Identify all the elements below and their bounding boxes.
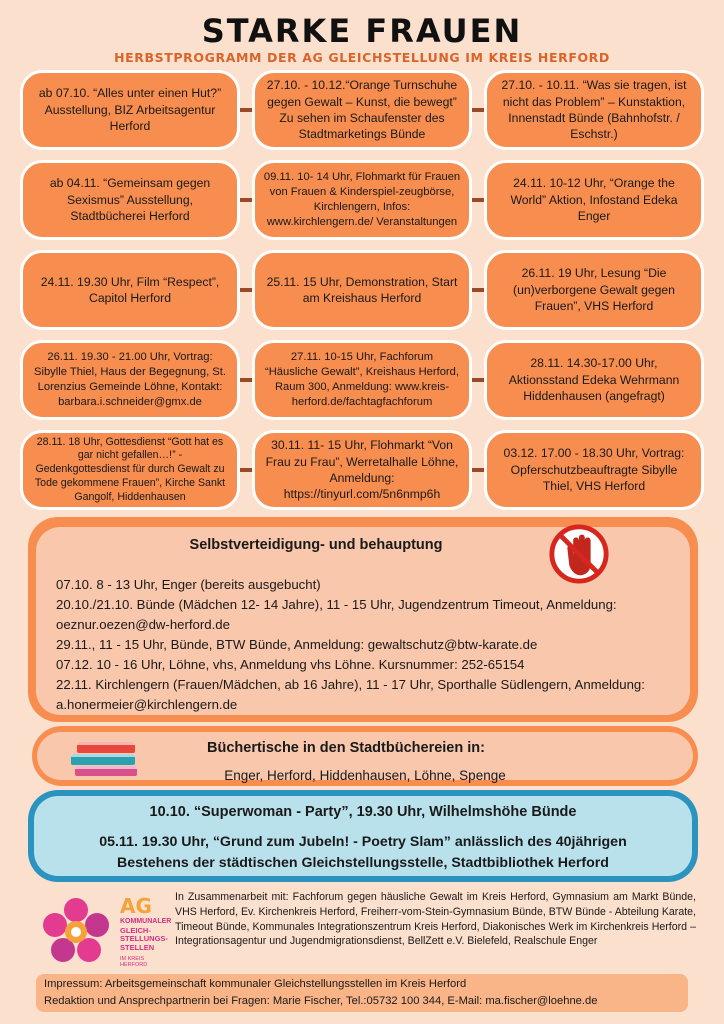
event-box: 28.11. 18 Uhr, Gottesdienst “Gott hat es gar nicht gefallen…!” - Gedenkgottesdienst für durch Gewalt zu Tode gekommene Frauen”, Kirche Sankt Gangolf, Hiddenhausen [20, 430, 240, 510]
event-box: 26.11. 19.30 - 21.00 Uhr, Vortrag: Sibylle Thiel, Haus der Begegnung, St. Lorenzius Gemeinde Löhne, Kontakt: barbara.i.schneider@gmx.de [20, 340, 240, 420]
event-box: 03.12. 17.00 - 18.30 Uhr, Vortrag: Opferschutzbeauftragte Sibylle Thiel, VHS Herford [484, 430, 704, 510]
cooperation-text: In Zusammenarbeit mit: Fachforum gegen häusliche Gewalt im Kreis Herford, Gymnasium am Markt Bünde, VHS Herford, Ev. Kirchenkreis Herford, Freiherr-vom-Stein-Gymnasium Bünde, BTW Bünde - Abteilung Karate, Timeout Bünde, Kommunales Integrationszentrum Kreis Herford, Diakonisches Werk im Kirchenkreis Herford – Integrationsagentur und Jugendmigrationsdienst, BellZett e.V. Bielefeld, Realschule Enger [175, 891, 696, 948]
self-defense-item: 22.11. Kirchlengern (Frauen/Mädchen, ab 16 Jahre), 11 - 17 Uhr, Sporthalle Südlengern, Anmeldung: a.honermeier@kirchlengern.de [56, 677, 645, 713]
logo-gleichstellungsstellen: GLEICH-STELLUNGS-STELLEN [120, 926, 168, 952]
book-tables-inner [37, 732, 693, 783]
event-box: 30.11. 11- 15 Uhr, Flohmarkt “Von Frau zu Frau”, Werretalhalle Löhne, Anmeldung: https://tinyurl.com/5n6nmp6h [252, 430, 472, 510]
event-box: 28.11. 14.30-17.00 Uhr, Aktionsstand Edeka Wehrmann Hiddenhausen (angefragt) [484, 340, 704, 420]
self-defense-item: 20.10./21.10. Bünde (Mädchen 12- 14 Jahre), 11 - 15 Uhr, Jugendzentrum Timeout, Anmeldung: oeznur.oezen@dw-herford.de [56, 597, 617, 633]
impressum [36, 974, 688, 1012]
self-defense-item: 07.10. 8 - 13 Uhr, Enger (bereits ausgebucht) [56, 577, 321, 592]
event-box: ab 04.11. “Gemeinsam gegen Sexismus” Ausstellung, Stadtbücherei Herford [20, 160, 240, 240]
events-highlight-panel [28, 790, 698, 882]
event-box: 24.11. 19.30 Uhr, Film “Respect”, Capitol Herford [20, 250, 240, 330]
poetry-slam-line: 05.11. 19.30 Uhr, “Grund zum Jubeln! - Poetry Slam” anlässlich des 40jährigen [99, 834, 627, 850]
self-defense-panel [28, 517, 698, 722]
event-box: 24.11. 10-12 Uhr, “Orange the World” Aktion, Infostand Edeka Enger [484, 160, 704, 240]
book-tables-locations: Enger, Herford, Hiddenhausen, Löhne, Spenge [224, 768, 506, 783]
event-box: 09.11. 10- 14 Uhr, Flohmarkt für Frauen von Frauen & Kinderspiel-zeugbörse, Kirchlengern, Infos: www.kirchlengern.de/ Veranstaltungen [252, 160, 472, 240]
self-defense-title: Selbstverteidigung- und behauptung [189, 537, 443, 553]
impressum-contact-line: Redaktion und Ansprechpartnerin bei Fragen: Marie Fischer, Tel.:05732 100 344, E-Mail: ma.fischer@loehne.de [44, 994, 598, 1007]
logo-ag: AG [120, 894, 152, 918]
events-highlight-inner [34, 796, 692, 876]
event-box: 25.11. 15 Uhr, Demonstration, Start am Kreishaus Herford [252, 250, 472, 330]
event-box: 27.10. - 10.12.“Orange Turnschuhe gegen Gewalt – Kunst, die bewegt” Zu sehen im Schaufenster des Stadtmarketings Bünde [252, 70, 472, 150]
poetry-slam-line: Bestehens der städtischen Gleichstellungsstelle, Stadtbibliothek Herford [117, 854, 609, 871]
impressum-line: Impressum: Arbeitsgemeinschaft kommunaler Gleichstellungsstellen im Kreis Herford [44, 978, 467, 990]
book-tables-title: Büchertische in den Stadtbüchereien in: [207, 740, 485, 756]
self-defense-inner [36, 527, 690, 715]
self-defense-list [56, 575, 686, 715]
poetry-slam-text [34, 832, 692, 873]
event-box: 27.10. - 10.11. “Was sie tragen, ist nicht das Problem” – Kunstaktion, Innenstadt Bünde (Bahnhofstr. / Eschstr.) [484, 70, 704, 150]
event-box: 27.11. 10-15 Uhr, Fachforum “Häusliche Gewalt”, Kreishaus Herford, Raum 300, Anmeldung: www.kreis-herford.de/fachtagfachforum [252, 340, 472, 420]
event-box: 26.11. 19 Uhr, Lesung “Die (un)verborgene Gewalt gegen Frauen”, VHS Herford [484, 250, 704, 330]
self-defense-item: 07.12. 10 - 16 Uhr, Löhne, vhs, Anmeldung vhs Löhne. Kursnummer: 252-65154 [56, 657, 525, 673]
superwoman-party-line: 10.10. “Superwoman - Party”, 19.30 Uhr, Wilhelmshöhe Bünde [149, 804, 577, 820]
page-subtitle: HERBSTPROGRAMM DER AG GLEICHSTELLUNG IM KREIS HERFORD [114, 50, 610, 65]
ag-logo [36, 892, 172, 972]
event-box: ab 07.10. “Alles unter einen Hut?” Ausstellung, BIZ Arbeitsagentur Herford [20, 70, 240, 150]
event-row [20, 430, 704, 510]
event-row [20, 250, 704, 330]
book-tables-panel [32, 726, 698, 786]
self-defense-item: 29.11., 11 - 15 Uhr, Bünde, BTW Bünde, Anmeldung: gewaltschutz@btw-karate.de [56, 637, 538, 653]
logo-kreis: IM KREIS HERFORD [120, 956, 148, 968]
event-row [20, 160, 704, 240]
event-row [20, 340, 704, 420]
logo-kommunaler: KOMMUNALER [120, 918, 172, 925]
event-row [20, 70, 704, 150]
page-title: STARKE FRAUEN [201, 12, 523, 50]
flower-logo-icon [36, 892, 116, 972]
